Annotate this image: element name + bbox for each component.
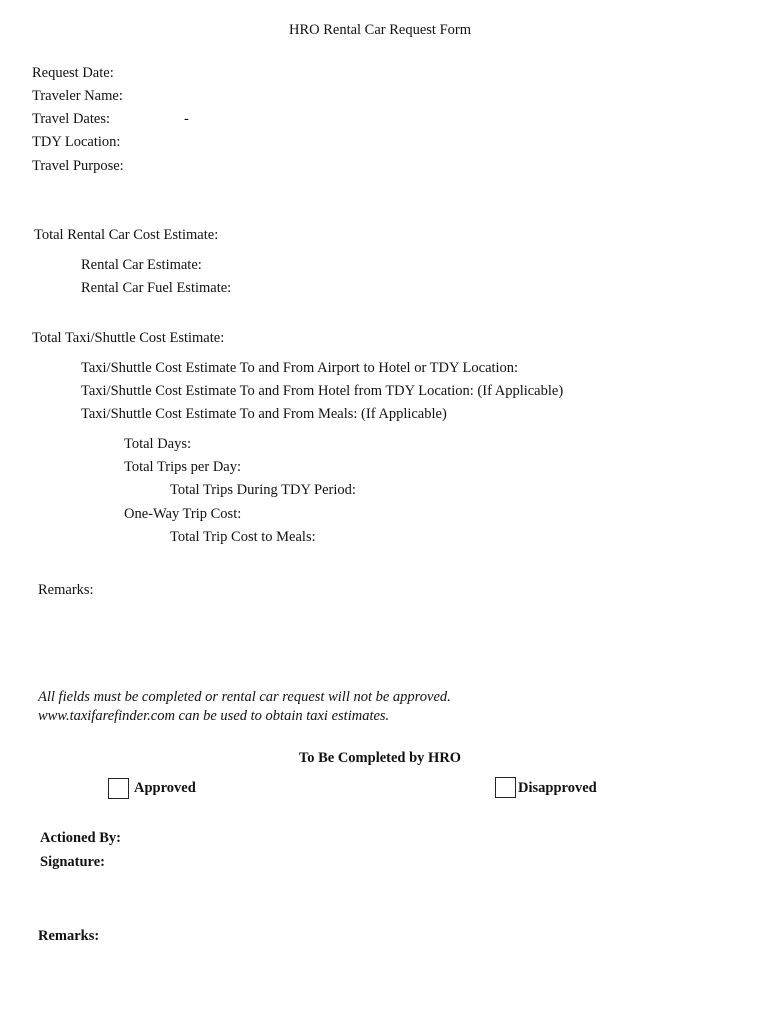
- trips-per-day-label: Total Trips per Day:: [124, 459, 241, 475]
- tdy-location-label: TDY Location:: [32, 134, 121, 150]
- rental-fuel-estimate-label: Rental Car Fuel Estimate:: [81, 280, 232, 296]
- form-title: HRO Rental Car Request Form: [288, 22, 472, 38]
- approved-checkbox[interactable]: [108, 778, 129, 799]
- rental-car-estimate-label: Rental Car Estimate:: [81, 257, 202, 273]
- approved-label: Approved: [134, 780, 196, 796]
- hro-section-heading: To Be Completed by HRO: [298, 750, 462, 766]
- taxi-meals-estimate-label: Taxi/Shuttle Cost Estimate To and From Meals: (If Applicable): [81, 406, 447, 422]
- travel-dates-label: Travel Dates:: [32, 111, 110, 127]
- travel-dates-separator: -: [184, 111, 189, 127]
- total-days-label: Total Days:: [124, 436, 192, 452]
- notes-required-fields: All fields must be completed or rental car request will not be approved.: [38, 689, 451, 705]
- total-taxi-cost-label: Total Taxi/Shuttle Cost Estimate:: [32, 330, 225, 346]
- total-rental-cost-label: Total Rental Car Cost Estimate:: [34, 227, 219, 243]
- disapproved-label: Disapproved: [518, 780, 597, 796]
- request-date-label: Request Date:: [32, 65, 114, 81]
- trip-cost-meals-label: Total Trip Cost to Meals:: [170, 529, 316, 545]
- notes-taxi-estimate-site: www.taxifarefinder.com can be used to obtain taxi estimates.: [38, 708, 390, 724]
- remarks-label: Remarks:: [38, 582, 94, 598]
- one-way-trip-cost-label: One-Way Trip Cost:: [124, 506, 242, 522]
- trips-during-tdy-label: Total Trips During TDY Period:: [170, 482, 356, 498]
- signature-label: Signature:: [40, 854, 105, 870]
- travel-purpose-label: Travel Purpose:: [32, 158, 124, 174]
- taxi-airport-estimate-label: Taxi/Shuttle Cost Estimate To and From Airport to Hotel or TDY Location:: [81, 360, 519, 376]
- taxi-hotel-estimate-label: Taxi/Shuttle Cost Estimate To and From Hotel from TDY Location: (If Applicable): [81, 383, 564, 399]
- actioned-by-label: Actioned By:: [40, 830, 121, 846]
- hro-remarks-label: Remarks:: [38, 928, 100, 944]
- traveler-name-label: Traveler Name:: [32, 88, 123, 104]
- disapproved-checkbox[interactable]: [495, 777, 516, 798]
